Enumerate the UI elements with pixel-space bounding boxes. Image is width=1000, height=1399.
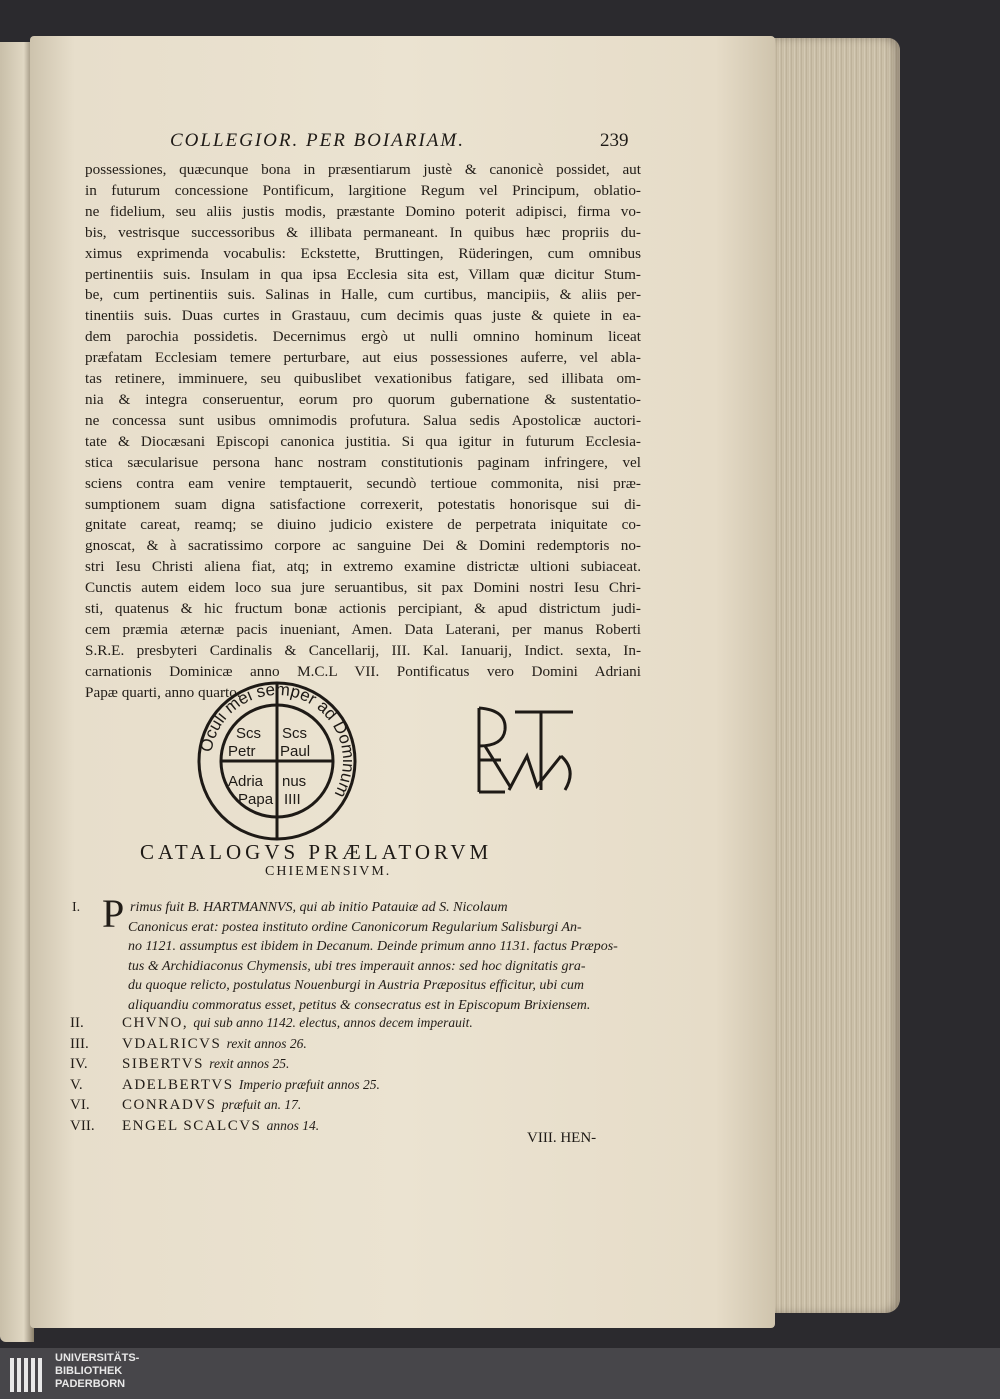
running-header	[170, 130, 770, 160]
body-line: tate & Diocæsani Episcopi canonica justitia. Si qua igitur in futurum Ecclesia-	[85, 432, 641, 450]
prelate-note: rexit annos 26.	[226, 1035, 307, 1051]
prelate-note: annos 14.	[266, 1117, 320, 1133]
library-footer	[0, 1348, 1000, 1399]
entry-line: no 1121. assumptus est ibidem in Decanum. Deinde primum anno 1131. factus Præpos-	[128, 939, 618, 954]
prelate-row	[70, 1075, 630, 1096]
drop-cap: P	[102, 891, 125, 936]
catchword: VIII. HEN-	[527, 1130, 597, 1146]
prelate-name: CONRADVS præfuit an. 17.	[122, 1097, 302, 1113]
body-line: possessiones, quæcunque bona in præsentiarum justè & canonicè possidet, aut	[85, 161, 641, 178]
body-line: tas retinere, imminuere, seu quibuslibet vexationibus fatigare, sed illibata om-	[85, 370, 641, 388]
body-line: S.R.E. presbyteri Cardinalis & Cancellarij, III. Kal. Ianuarij, Indict. sexta, In-	[85, 641, 641, 659]
catalog-subtitle: CHIEMENSIVM.	[265, 864, 392, 879]
page-number: 239	[600, 130, 629, 151]
body-text	[85, 160, 641, 704]
prelate-list	[70, 1013, 630, 1136]
seal-ring-text: Oculi mei semper ad Dominum	[196, 679, 359, 801]
body-line: nia & integra conseruentur, eorum pro quorum gubernatione & sustentatio-	[85, 390, 641, 408]
library-name-line: UNIVERSITÄTS-	[55, 1352, 140, 1364]
prelate-number: VI.	[70, 1097, 90, 1113]
prelate-note: qui sub anno 1142. electus, annos decem imperauit.	[193, 1015, 473, 1030]
prelate-name: CHVNO, qui sub anno 1142. electus, annos decem imperauit.	[122, 1015, 473, 1031]
running-title: COLLEGIOR. PER BOIARIAM.	[170, 130, 465, 151]
prelate-number: II.	[70, 1015, 84, 1031]
prelate-number: VII.	[70, 1117, 95, 1134]
body-line: sti, quatenus & hic fructum bonæ actionis percipiant, & apud districtum judi-	[85, 600, 641, 618]
papal-rota-seal	[192, 676, 362, 846]
prelate-row	[70, 1095, 630, 1116]
bene-valete-monogram	[465, 700, 585, 800]
body-line: gnoscat, & à sacratissimo corpore ac sanguine Dei & Domini redemptoris no-	[85, 537, 641, 555]
body-line: ximus exprimenda vocabulis: Eckstette, Bruttingen, Rüderingen, cum omnibus	[85, 244, 641, 262]
body-line: præfatam Ecclesiam temere perturbare, aut eius possessiones auferre, vel abla-	[85, 349, 641, 367]
prelate-name: SIBERTVS rexit annos 25.	[122, 1056, 290, 1072]
body-line: ne fidelium, seu aliis justis modis, præstante Domino poterit adipisci, firma vo-	[85, 202, 641, 220]
body-line: ne concessa sunt usibus omnimodis profutura. Salua sedis Apostolicæ auctori-	[85, 411, 641, 429]
prelate-name: ENGEL SCALCVS annos 14.	[122, 1117, 320, 1134]
library-name-line: BIBLIOTHEK	[55, 1365, 123, 1377]
entry-line: aliquandiu commoratus esset, petitus & consecratus est in Episcopum Brixiensem.	[128, 997, 591, 1013]
body-line: sumptionem suam digna satisfactione correxerit, potestatis honorisque sui di-	[85, 495, 641, 513]
body-line: in futurum concessione Pontificum, largitione Regum vel Principum, oblatio-	[85, 181, 641, 199]
seal-word: Scs	[236, 725, 262, 742]
seal-word: IIII	[284, 791, 301, 808]
seal-word: Petr	[228, 743, 256, 760]
prelate-number: V.	[70, 1076, 83, 1093]
body-line: stica sæcularisue persona hanc nostram constitutionis paginam infringere, vel	[85, 453, 641, 471]
body-line: Cunctis autem eidem loco sua jure seruantibus, sit pax Domini nostri Iesu Chri-	[85, 579, 641, 597]
seal-word: nus	[282, 773, 307, 790]
body-line: Papæ quarti, anno quarto.	[85, 683, 241, 701]
library-name-line: PADERBORN	[55, 1378, 126, 1390]
prelate-note: Imperio præfuit annos 25.	[238, 1076, 380, 1092]
body-line: stri Iesu Christi aliena fiat, atq; in extremo examine districtæ ultioni subiaceat.	[85, 558, 641, 576]
body-line: tinentiis suis. Duas curtes in Grastauu, cum decimis quas juste & quiete in ea-	[85, 307, 641, 325]
entry-text	[130, 898, 630, 1015]
entry-line: du quoque relicto, postulatus Nouenburgi in Austria Præpositus efficitur, ubi cum	[128, 978, 585, 993]
seal-center-text	[228, 725, 310, 808]
body-line: bis, vestrisque successoribus & illibata permaneant. In quibus hæc propriis du-	[85, 223, 641, 241]
entry-line: rimus fuit B. HARTMANNVS, qui ab initio Patauiæ ad S. Nicolaum	[130, 900, 508, 915]
prelate-row	[70, 1054, 630, 1075]
entry-line: Canonicus erat: postea instituto ordine Canonicorum Regularium Salisburgi An-	[128, 919, 582, 935]
seal-word: Scs	[282, 725, 308, 742]
left-page-edge	[0, 42, 34, 1342]
entry-line: tus & Archidiaconus Chymensis, ubi tres imperauit annos: sed hoc dignitatis gra-	[128, 958, 586, 974]
body-line: cem præmia æternæ pacis inueniant, Amen. Data Laterani, per manus Roberti	[85, 620, 641, 638]
catalog-title: CATALOGVS PRÆLATORVM	[140, 840, 493, 864]
body-line: sciens contra eam venire temptauerit, secundò tertioue commonita, nisi præ-	[85, 474, 641, 492]
library-name	[55, 1352, 139, 1391]
seal-word: Papa	[238, 791, 274, 808]
library-logo-icon	[8, 1354, 50, 1394]
prelate-number: III.	[70, 1035, 89, 1052]
body-line: dem parochia possidetis. Decernimus ergò ut nulli omnino hominum liceat	[85, 328, 641, 346]
prelate-note: rexit annos 25.	[209, 1056, 290, 1071]
seal-word: Adria	[228, 773, 264, 790]
body-line: pertinentiis suis. Insulam in qua ipsa Ecclesia sita est, Villam quæ dicitur Stum-	[85, 265, 641, 283]
page-block-edges	[768, 38, 900, 1313]
prelate-name: ADELBERTVS Imperio præfuit annos 25.	[122, 1076, 380, 1093]
prelate-name: VDALRICVS rexit annos 26.	[122, 1035, 307, 1052]
entry-number: I.	[72, 900, 81, 915]
prelate-number: IV.	[70, 1056, 88, 1072]
prelate-row	[70, 1013, 630, 1034]
prelate-note: præfuit an. 17.	[221, 1097, 302, 1112]
seal-word: Paul	[280, 743, 311, 760]
body-line: be, cum pertinentiis suis. Salinas in Halle, cum curtibus, mancipiis, & aliis per-	[85, 286, 641, 304]
body-line: gnitate careat, reamq; se diuino judicio existere de perpetrata iniquitate co-	[85, 516, 641, 534]
body-line: carnationis Dominicæ anno M.C.L VII. Pontificatus vero Domini Adriani	[85, 662, 641, 680]
prelate-row	[70, 1034, 630, 1055]
